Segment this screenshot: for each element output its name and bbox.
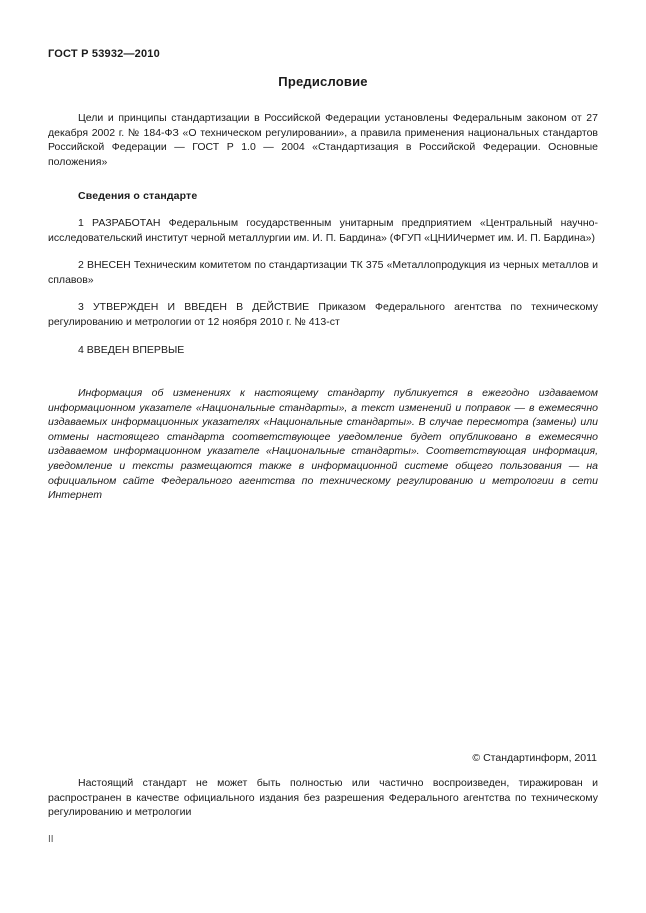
clause-4-first-introduced: 4 ВВЕДЕН ВПЕРВЫЕ [78,343,185,356]
foreword-section [48,74,598,357]
page-number: II [48,834,54,845]
clause-1-developed-by: 1 РАЗРАБОТАН Федеральным государственным унитарным предприятием «Центральный научно-исследовательский институт черной металлургии им. И. П. Бардина» (ФГУП «ЦНИИчермет им. И. П. Бардина») [48,216,598,244]
clause-3-approved-by: 3 УТВЕРЖДЕН И ВВЕДЕН В ДЕЙСТВИЕ Приказом Федерального агентства по техническому регулированию и метрологии от 12 ноября 2010 г. № 413-ст [48,301,598,328]
amendments-notice-block [48,386,598,503]
copyright-line: © Стандартинформ, 2011 [472,752,597,764]
standard-information-heading: Сведения о стандарте [78,190,198,203]
reproduction-restriction-note: Настоящий стандарт не может быть полностью или частично воспроизведен, тиражирован и распространен в качестве официального издания без разрешения Федерального агентства по техническому регулированию и метрологии [48,777,598,819]
running-header-standard-number: ГОСТ Р 53932—2010 [48,48,160,60]
page-title: Предисловие [278,74,368,89]
clause-2-submitted-by: 2 ВНЕСЕН Техническим комитетом по стандартизации ТК 375 «Металлопродукция из черных металлов и сплавов» [48,259,598,286]
amendments-notice-text: Информация об изменениях к настоящему стандарту публикуется в ежегодно издаваемом информационном указателе «Национальные стандарты», а текст изменений и поправок — в ежемесячно издаваемых информационных указателях «Национальные стандарты». В случае пересмотра (замены) или отмены настоящего стандарта соответствующее уведомление будет опубликовано в ежемесячно издаваемом информационном указателе «Национальные стандарты». Соответствующая информация, уведомление и тексты размещаются также в информационной системе общего пользования — на официальном сайте Федерального агентства по техническому регулированию и метрологии в сети Интернет [48,387,598,502]
foreword-intro-paragraph: Цели и принципы стандартизации в Российской Федерации установлены Федеральным законом от 27 декабря 2002 г. № 184-ФЗ «О техническом регулировании», а правила применения национальных стандартов Российской Федерации — ГОСТ Р 1.0 — 2004 «Стандартизация в Российской Федерации. Основные положения» [48,112,598,168]
